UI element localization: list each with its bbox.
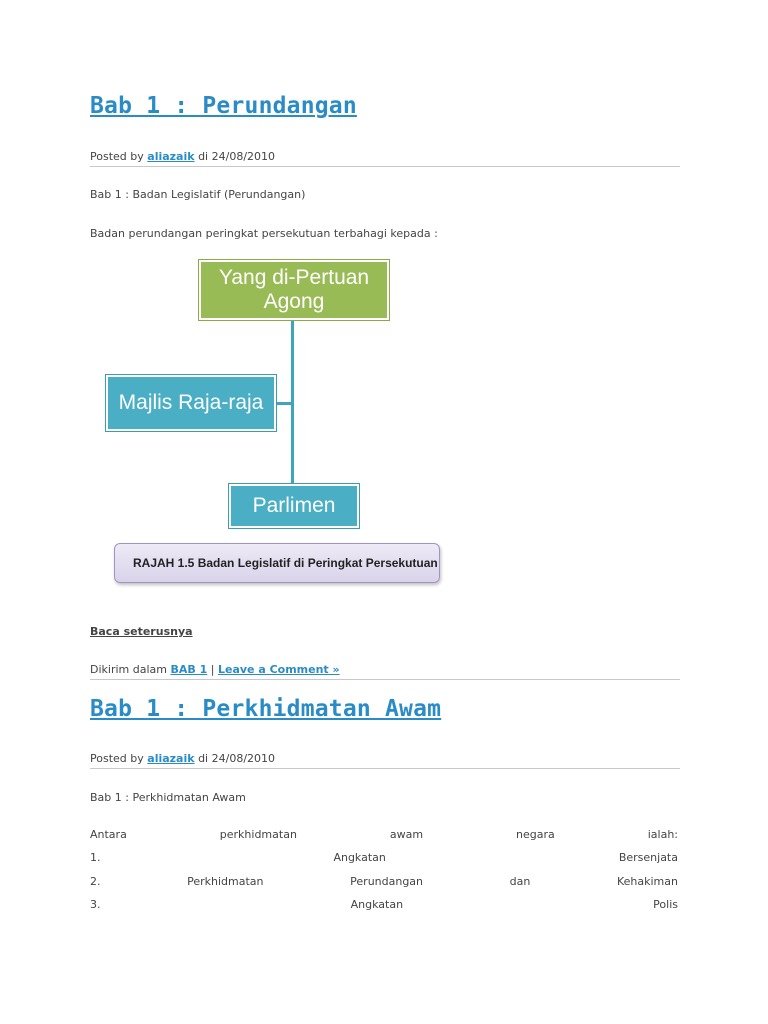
post-title-perkhidmatan-awam[interactable]: Bab 1 : Perkhidmatan Awam xyxy=(90,696,442,722)
diagram-connector-horizontal xyxy=(274,402,294,405)
author-link[interactable]: aliazaik xyxy=(147,752,195,765)
row-word: Antara xyxy=(90,828,127,841)
row-word: perkhidmatan xyxy=(219,828,297,841)
post-meta xyxy=(90,150,680,167)
posted-by-label: Posted by xyxy=(90,150,144,163)
justified-row xyxy=(90,828,678,841)
justified-row xyxy=(90,898,678,911)
justified-row xyxy=(90,875,678,888)
row-word: Angkatan xyxy=(333,851,386,864)
posted-by-label: Posted by xyxy=(90,752,144,765)
post-date: 24/08/2010 xyxy=(211,150,276,163)
post-footer xyxy=(90,663,680,680)
post-paragraph: Badan perundangan peringkat persekutuan terbahagi kepada : xyxy=(90,227,438,240)
row-word: negara xyxy=(516,828,555,841)
justified-row xyxy=(90,851,678,864)
diagram-box-agong: Yang di-Pertuan Agong xyxy=(199,260,389,320)
row-word: 1. xyxy=(90,851,101,864)
row-word: dan xyxy=(509,875,531,888)
date-prefix: di xyxy=(198,752,209,765)
post-date: 24/08/2010 xyxy=(211,752,276,765)
row-word: awam xyxy=(389,828,424,841)
legislature-diagram xyxy=(100,255,450,590)
date-prefix: di xyxy=(198,150,209,163)
row-word: ialah: xyxy=(647,828,678,841)
category-link[interactable]: BAB 1 xyxy=(170,663,208,676)
row-word: Angkatan xyxy=(350,898,404,911)
row-word: Perundangan xyxy=(350,875,424,888)
filed-under-label: Dikirim dalam xyxy=(90,663,167,676)
leave-comment-link[interactable]: Leave a Comment » xyxy=(217,663,340,676)
row-word: Polis xyxy=(653,898,678,911)
diagram-box-parlimen: Parlimen xyxy=(229,484,359,528)
row-word: Kehakiman xyxy=(616,875,678,888)
row-word: Perkhidmatan xyxy=(187,875,264,888)
read-more-link[interactable]: Baca seterusnya xyxy=(90,625,193,638)
row-word: 3. xyxy=(90,898,101,911)
post-meta xyxy=(90,752,680,769)
row-word: Bersenjata xyxy=(618,851,678,864)
footer-separator: | xyxy=(210,663,215,676)
post-title-perundangan[interactable]: Bab 1 : Perundangan xyxy=(90,93,357,119)
diagram-caption: RAJAH 1.5 Badan Legislatif di Peringkat Persekutuan xyxy=(114,543,440,583)
post-paragraph: Bab 1 : Perkhidmatan Awam xyxy=(90,791,246,804)
row-word: 2. xyxy=(90,875,101,888)
author-link[interactable]: aliazaik xyxy=(147,150,195,163)
diagram-box-majlis: Majlis Raja-raja xyxy=(106,375,276,431)
post-paragraph: Bab 1 : Badan Legislatif (Perundangan) xyxy=(90,188,306,201)
